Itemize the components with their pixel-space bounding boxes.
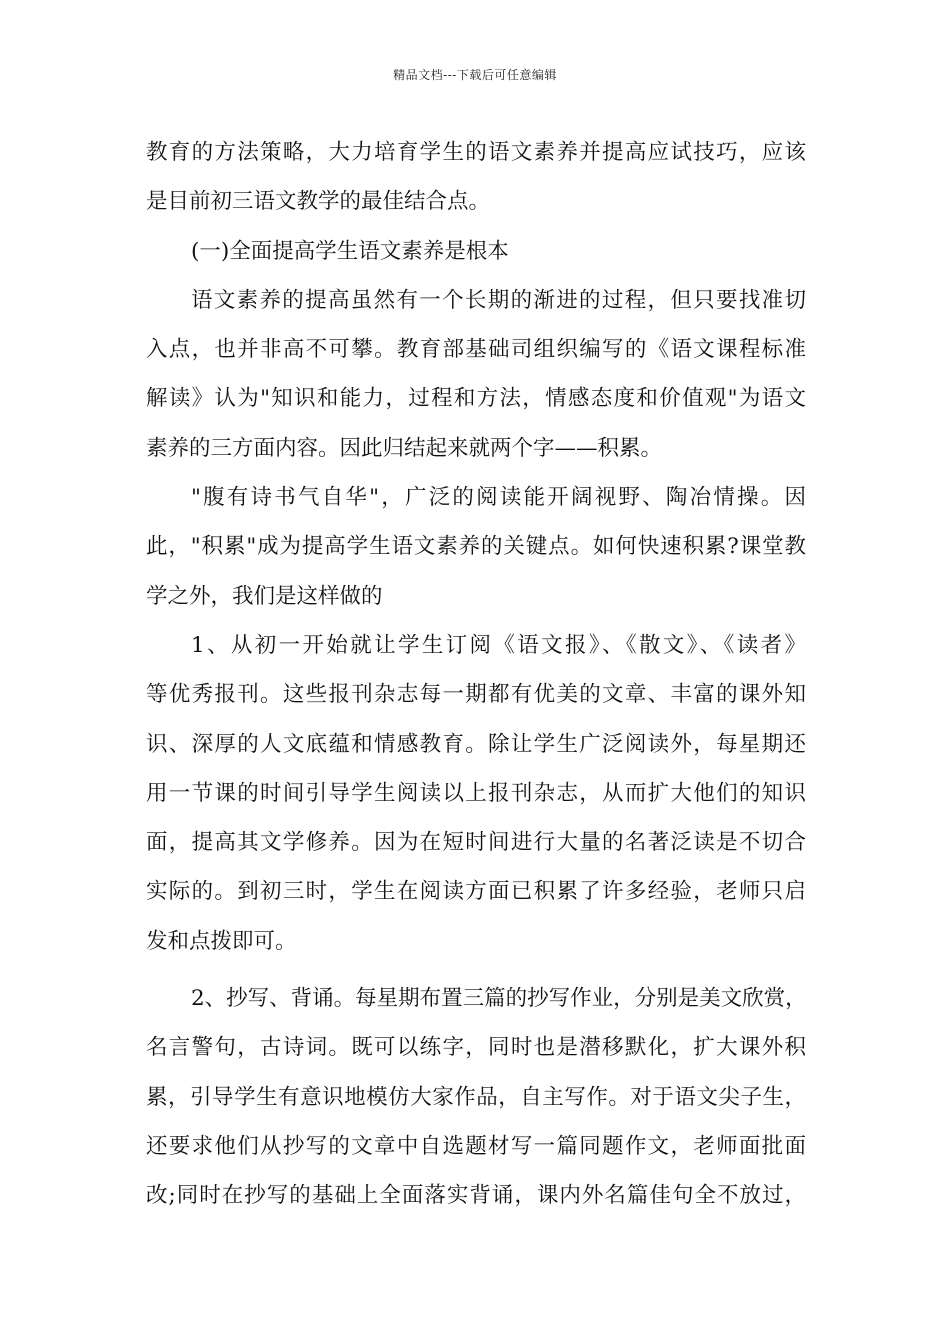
paragraph-line: 2、抄写、背诵。每星期布置三篇的抄写作业，分别是美文欣赏， — [191, 986, 807, 1012]
paragraph-line: 用一节课的时间引导学生阅读以上报刊杂志，从而扩大他们的知识 — [146, 780, 806, 806]
paragraph-line: 入点，也并非高不可攀。教育部基础司组织编写的《语文课程标准 — [146, 337, 806, 363]
paragraph-line: 名言警句，古诗词。既可以练字，同时也是潜移默化，扩大课外积 — [146, 1035, 806, 1061]
paragraph-line: 实际的。到初三时，学生在阅读方面已积累了许多经验，老师只启 — [146, 879, 806, 905]
paragraph-line: "腹有诗书气自华"，广泛的阅读能开阔视野、陶冶情操。因 — [191, 485, 806, 511]
paragraph-line: 面，提高其文学修养。因为在短时间进行大量的名著泛读是不切合 — [146, 830, 806, 856]
paragraph-line: 学之外，我们是这样做的 — [146, 583, 383, 609]
body-text — [146, 128, 806, 1221]
paragraph-line: 发和点拨即可。 — [146, 928, 297, 954]
paragraph-line: 素养的三方面内容。因此归结起来就两个字——积累。 — [146, 435, 663, 461]
paragraph-line: 还要求他们从抄写的文章中自选题材写一篇同题作文，老师面批面 — [146, 1133, 806, 1159]
page-header: 精品文档---下载后可任意编辑 — [393, 68, 557, 82]
paragraph-line: 此，"积累"成为提高学生语文素养的关键点。如何快速积累?课堂教 — [146, 534, 806, 560]
paragraph-line: 教育的方法策略，大力培育学生的语文素养并提高应试技巧，应该 — [146, 140, 806, 165]
paragraph-line: 1、从初一开始就让学生订阅《语文报》、《散文》、《读者》 — [191, 632, 806, 658]
paragraph-gap — [146, 966, 806, 974]
section-heading: (一)全面提高学生语文素养是根本 — [191, 238, 509, 264]
paragraph-line: 识、深厚的人文底蕴和情感教育。除让学生广泛阅读外，每星期还 — [146, 731, 806, 757]
paragraph-line: 是目前初三语文教学的最佳结合点。 — [146, 189, 491, 215]
paragraph-line: 改;同时在抄写的基础上全面落实背诵，课内外名篇佳句全不放过， — [146, 1183, 806, 1209]
paragraph-line: 解读》认为"知识和能力，过程和方法，情感态度和价值观"为语文 — [146, 386, 806, 412]
paragraph-line: 等优秀报刊。这些报刊杂志每一期都有优美的文章、丰富的课外知 — [146, 682, 806, 708]
paragraph-line: 累，引导学生有意识地模仿大家作品，自主写作。对于语文尖子生， — [146, 1084, 806, 1110]
paragraph-line: 语文素养的提高虽然有一个长期的渐进的过程，但只要找准切 — [191, 287, 806, 313]
